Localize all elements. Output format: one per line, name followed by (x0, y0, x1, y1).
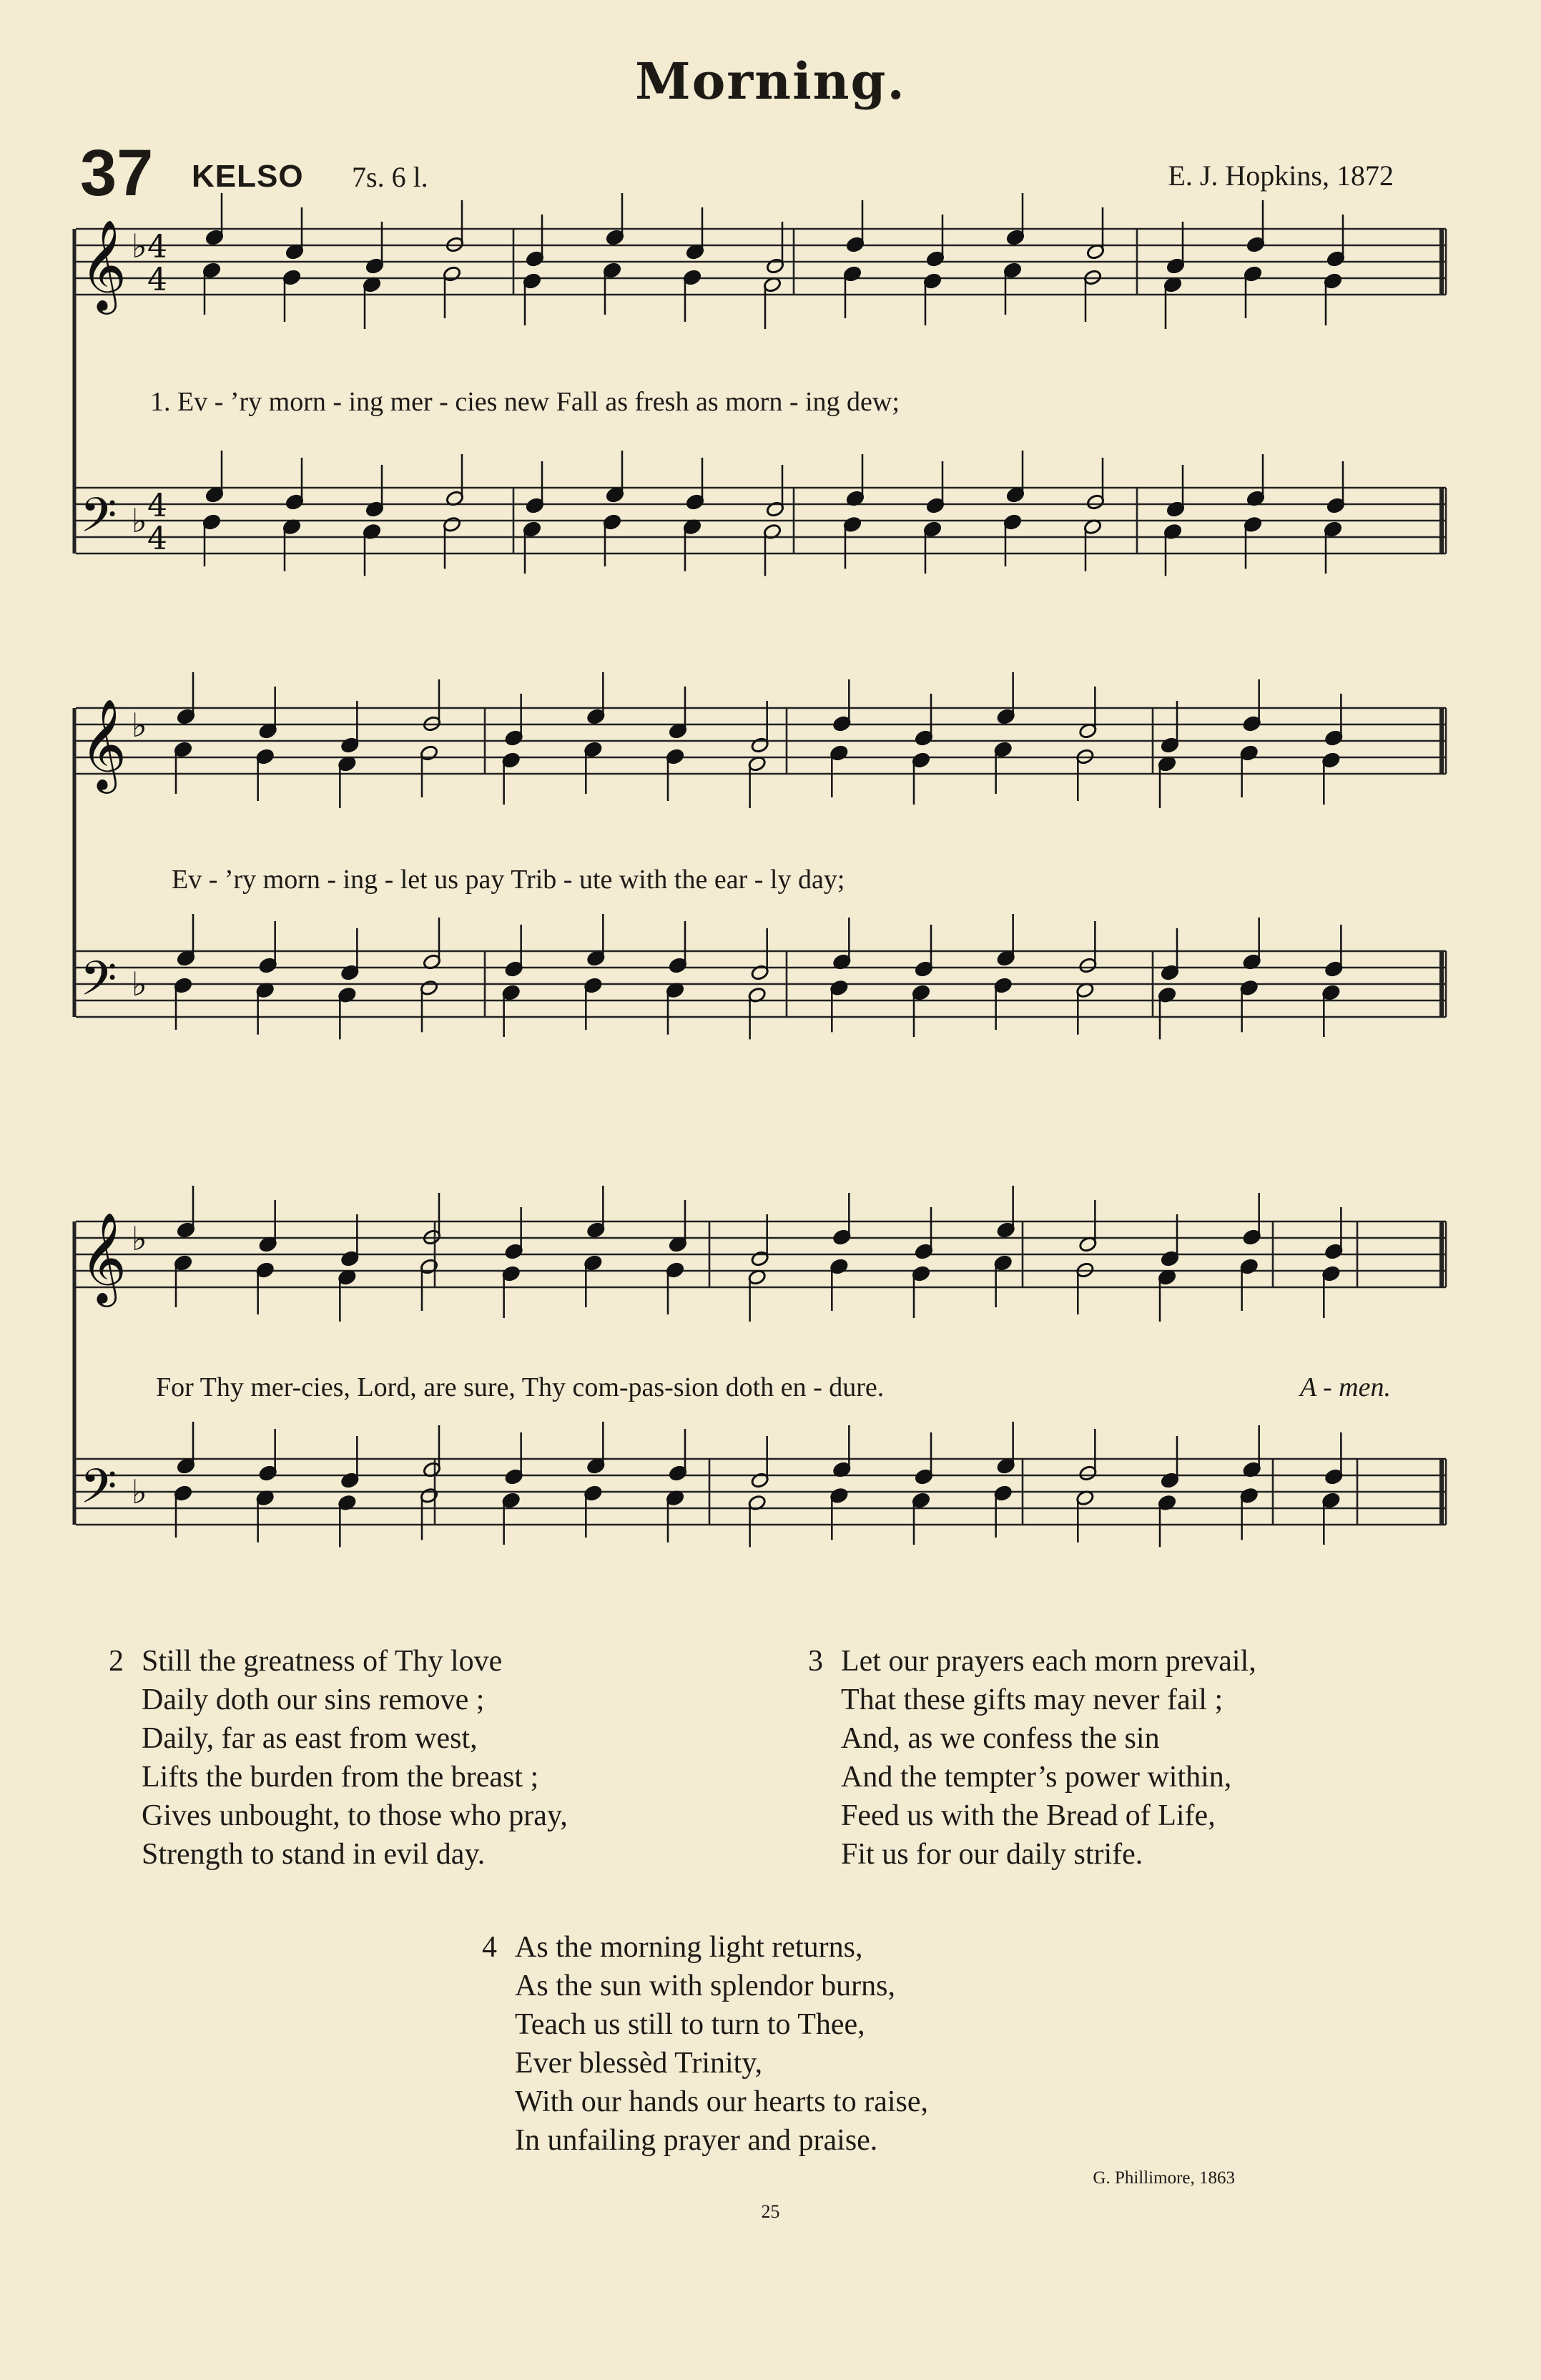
treble-clef: 𝄞 (80, 1211, 127, 1303)
stanza-2 (109, 1642, 568, 1874)
meter: 7s. 6 l. (352, 161, 428, 193)
stanza-line: Daily, far as east from west, (142, 1722, 478, 1755)
stanza-line: Fit us for our daily strife. (841, 1838, 1143, 1871)
stanza-line: That these gifts may never fail ; (841, 1683, 1224, 1716)
stanza-line: In unfailing prayer and praise. (515, 2124, 878, 2157)
author-credit: G. Phillimore, 1863 (1093, 2168, 1235, 2188)
treble-clef: 𝄞 (80, 219, 127, 310)
key-signature-flat: ♭ (132, 501, 147, 540)
stanza-line: Strength to stand in evil day. (142, 1838, 486, 1871)
stanza-number: 2 (109, 1645, 124, 1678)
hymn-number: 37 (80, 137, 154, 210)
stanza-line: And the tempter’s power within, (841, 1761, 1232, 1794)
page-number: 25 (761, 2201, 780, 2222)
composer: E. J. Hopkins, 1872 (1168, 159, 1394, 192)
tune-name: KELSO (192, 159, 304, 194)
stanza-line: Still the greatness of Thy love (142, 1645, 503, 1678)
key-signature-flat: ♭ (132, 227, 147, 265)
stanza-line: As the sun with splendor burns, (515, 1970, 895, 2002)
stanza-3 (808, 1642, 1256, 1874)
stanza-number: 4 (482, 1931, 497, 1964)
stanza-line: Feed us with the Bread of Life, (841, 1799, 1216, 1832)
section-title: Morning. (635, 51, 906, 111)
stanza-line: Ever blessèd Trinity, (515, 2047, 763, 2080)
amen-lyric: A - men. (1300, 1372, 1391, 1402)
time-signature: 4 (147, 488, 167, 524)
stanza-line: With our hands our hearts to raise, (515, 2085, 928, 2118)
bass-clef: 𝄢 (80, 1459, 117, 1525)
lyrics-line-2: Ev - ’ry morn - ing - let us pay Trib - ute with the ear - ly day; (172, 865, 845, 895)
stanza-number: 3 (808, 1645, 823, 1678)
key-signature-flat: ♭ (132, 1472, 147, 1511)
stanza-line: Let our prayers each morn prevail, (841, 1645, 1256, 1678)
bass-clef: 𝄢 (80, 951, 117, 1018)
bass-clef: 𝄢 (80, 488, 117, 554)
stanza-line: Teach us still to turn to Thee, (515, 2008, 865, 2041)
stanza-4 (482, 1928, 928, 2160)
stanza-line: Daily doth our sins remove ; (142, 1683, 485, 1716)
time-signature: 4 (147, 229, 167, 265)
lyrics-line-3: For Thy mer-cies, Lord, are sure, Thy com-pas-sion doth en - dure. (156, 1372, 885, 1402)
stanza-line: Lifts the burden from the breast ; (142, 1761, 539, 1794)
treble-clef: 𝄞 (80, 698, 127, 790)
time-signature: 4 (147, 521, 167, 557)
key-signature-flat: ♭ (132, 965, 147, 1003)
lyrics-line-1: 1. Ev - ’ry morn - ing mer - cies new Fall as fresh as morn - ing dew; (150, 387, 900, 417)
time-signature: 4 (147, 262, 167, 298)
key-signature-flat: ♭ (132, 1219, 147, 1258)
stanza-line: As the morning light returns, (515, 1931, 863, 1964)
stanza-line: Gives unbought, to those who pray, (142, 1799, 568, 1832)
key-signature-flat: ♭ (132, 706, 147, 744)
stanza-line: And, as we confess the sin (841, 1722, 1160, 1755)
